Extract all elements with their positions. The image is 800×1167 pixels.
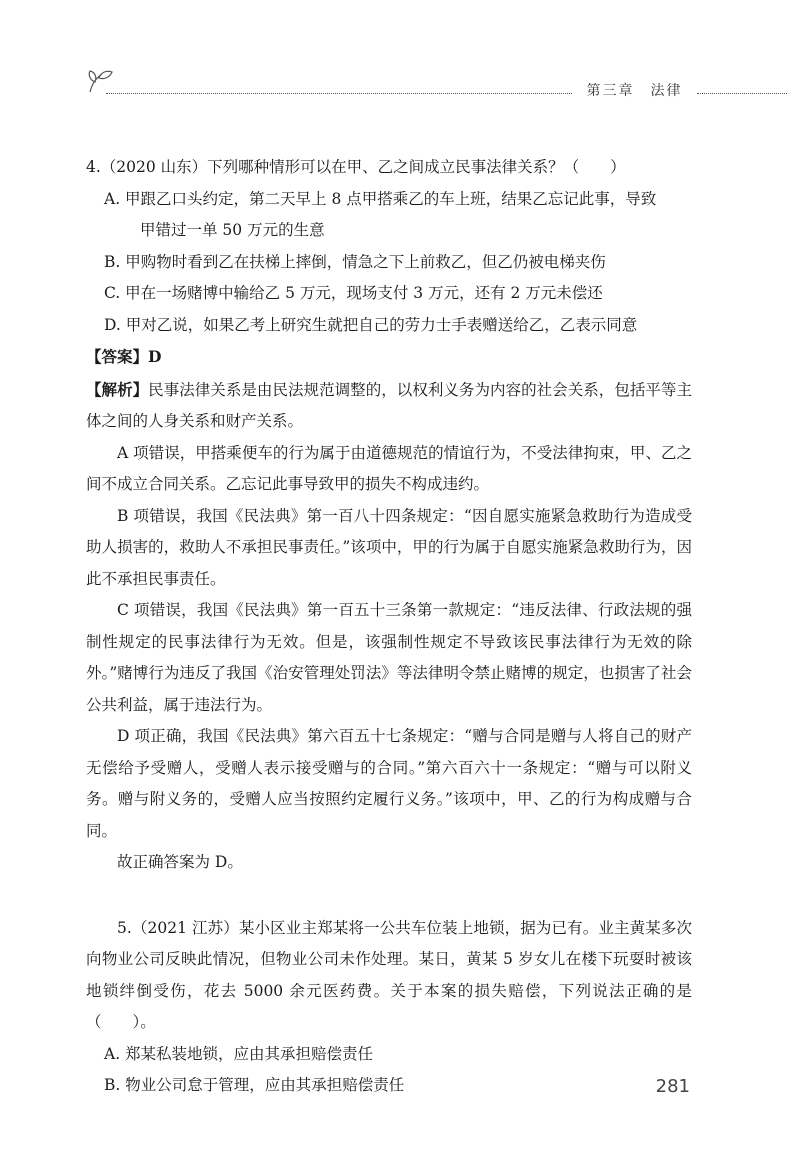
question-separator [86,879,692,913]
leaf-icon [86,68,116,94]
analysis-option-b: B 项错误，我国《民法典》第一百八十四条规定：“因自愿实施紧急救助行为造成受助人损害的，救助人不承担民事责任。”该项中，甲的行为属于自愿实施紧急救助行为，因此不承担民事责任。 [86,506,692,588]
answer-value: D [148,347,162,366]
header-rule-right [697,93,787,94]
answer-label: 【答案】 [86,347,149,366]
page-number: 281 [655,1076,690,1097]
question-4-option-a: A. 甲跟乙口头约定，第二天早上 8 点甲搭乘乙的车上班，结果乙忘记此事，导致 [104,189,657,208]
answer-line [86,341,692,374]
header-rule-left [106,93,572,94]
analysis-option-d: D 项正确，我国《民法典》第六百五十七条规定：“赠与合同是赠与人将自己的财产无偿给予受赠人，受赠人表示接受赠与的合同。”第六百六十一条规定：“赠与可以附义务。赠与附义务的，受赠人应当按照约定履行义务。”该项中，甲、乙的行为构成赠与合同。 [86,727,692,840]
chapter-title: 第三章 法律 [586,83,683,99]
page-content [86,152,692,1102]
analysis-label: 【解析】 [86,379,149,399]
question-4-option-a-continued: 甲错过一单 50 万元的生意 [140,221,325,239]
question-5-title: 5.（2021 江苏）某小区业主郑某将一公共车位装上地锁，据为已有。业主黄某多次向物业公司反映此情况，但物业公司未作处理。某日，黄某 5 岁女儿在楼下玩耍时被该地锁绊倒受伤，花去 5000 余元医药费。关于本案的损失赔偿，下列说法正确的是（ ）。 [86,918,692,1031]
page-header [0,0,800,110]
question-5-option-a: A. 郑某私装地锁，应由其承担赔偿责任 [104,1044,374,1063]
question-4-option-b: B. 甲购物时看到乙在扶梯上摔倒，情急之下上前救乙，但乙仍被电梯夹伤 [104,252,606,271]
analysis-intro-text: 民事法律关系是由民法规范调整的，以权利义务为内容的社会关系，包括平等主体之间的人身关系和财产关系。 [86,380,692,430]
analysis-option-c: C 项错误，我国《民法典》第一百五十三条第一款规定：“违反法律、行政法规的强制性规定的民事法律行为无效。但是，该强制性规定不导致该民事法律行为无效的除外。”赌博行为违反了我国《治安管理处罚法》等法律明令禁止赌博的规定，也损害了社会公共利益，属于违法行为。 [86,601,692,714]
question-5-option-b: B. 物业公司怠于管理，应由其承担赔偿责任 [104,1076,405,1094]
analysis-option-a: A 项错误，甲搭乘便车的行为属于由道德规范的情谊行为，不受法律拘束，甲、乙之间不成立合同关系。乙忘记此事导致甲的损失不构成违约。 [86,443,692,493]
analysis-intro [86,374,692,438]
question-4-option-c: C. 甲在一场赌博中输给乙 5 万元，现场支付 3 万元，还有 2 万元未偿还 [104,284,603,302]
question-4-option-d: D. 甲对乙说，如果乙考上研究生就把自己的劳力士手表赠送给乙，乙表示同意 [104,315,638,334]
question-4-title: 4.（2020 山东）下列哪种情形可以在甲、乙之间成立民事法律关系？（ ） [86,158,626,176]
analysis-conclusion: 故正确答案为 D。 [117,853,243,871]
